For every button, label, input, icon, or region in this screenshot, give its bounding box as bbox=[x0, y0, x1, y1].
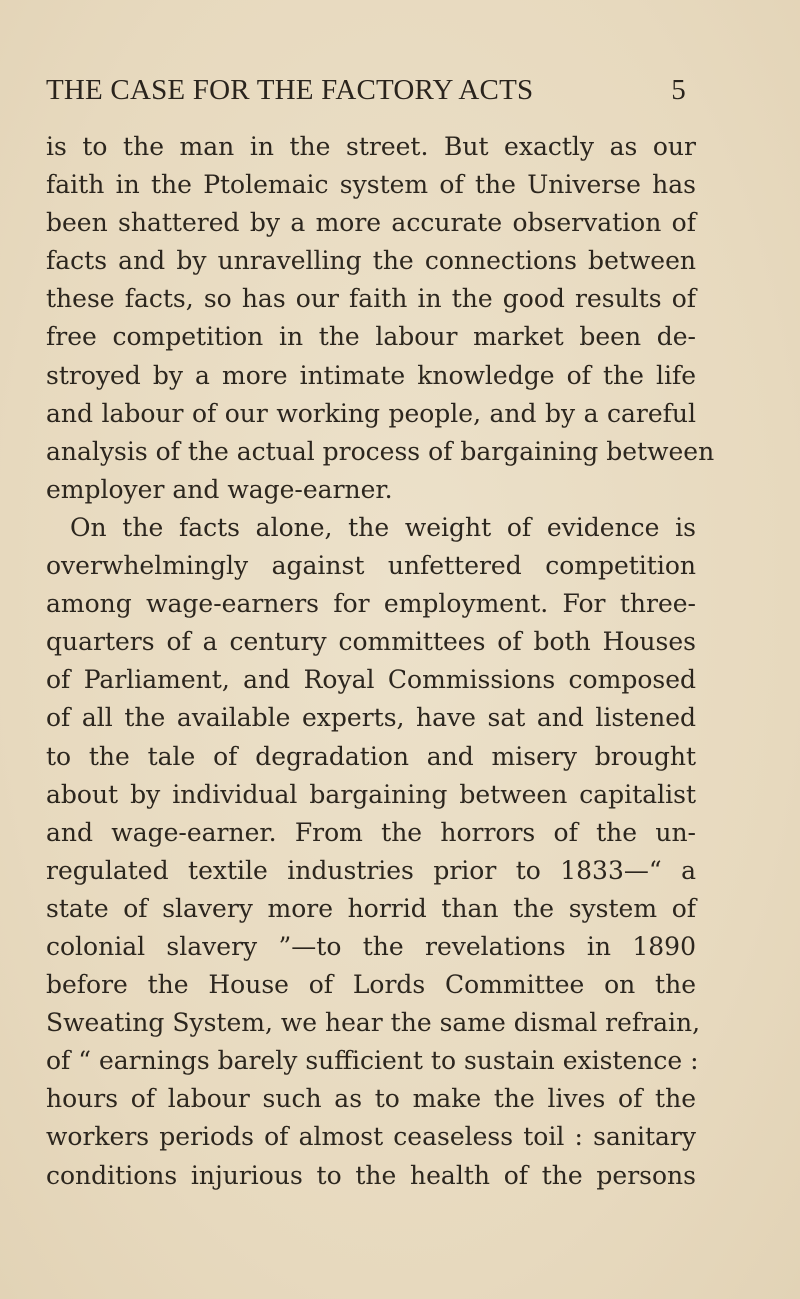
paragraph-start-line: On the facts alone, the weight of evidence is bbox=[70, 512, 696, 542]
text-line: and wage-earner. From the horrors of the un- bbox=[46, 817, 696, 847]
paragraph-end-line: employer and wage-earner. bbox=[46, 474, 393, 504]
text-line: regulated textile industries prior to 1833—“ a bbox=[46, 855, 696, 885]
text-line: been shattered by a more accurate observation of bbox=[46, 208, 696, 238]
body-text bbox=[46, 128, 715, 1195]
text-line: overwhelmingly against unfettered competition bbox=[46, 551, 696, 581]
text-line: free competition in the labour market been de- bbox=[46, 322, 696, 352]
running-head bbox=[46, 74, 686, 114]
text-line: of all the available experts, have sat and listened bbox=[46, 703, 696, 733]
text-line: conditions injurious to the health of the persons bbox=[46, 1160, 696, 1190]
text-line: facts and by unravelling the connections between bbox=[46, 246, 696, 276]
text-line: about by individual bargaining between capitalist bbox=[46, 779, 696, 809]
text-line: to the tale of degradation and misery brought bbox=[46, 741, 696, 771]
text-line: of “ earnings barely sufficient to sustain existence : bbox=[46, 1046, 699, 1076]
text-line: these facts, so has our faith in the good results of bbox=[46, 284, 696, 314]
text-line: Sweating System, we hear the same dismal refrain, bbox=[46, 1008, 701, 1038]
text-line: faith in the Ptolemaic system of the Universe has bbox=[46, 170, 696, 200]
running-head-title: THE CASE FOR THE FACTORY ACTS bbox=[46, 74, 534, 106]
text-line: of Parliament, and Royal Commissions composed bbox=[46, 665, 696, 695]
text-line: hours of labour such as to make the lives of the bbox=[46, 1084, 696, 1114]
text-line: is to the man in the street. But exactly as our bbox=[46, 132, 696, 161]
text-line: and labour of our working people, and by a careful bbox=[46, 398, 696, 428]
text-line: analysis of the actual process of bargaining between bbox=[46, 436, 715, 466]
text-line: quarters of a century committees of both Houses bbox=[46, 627, 696, 657]
text-line: state of slavery more horrid than the system of bbox=[46, 893, 696, 923]
text-line: among wage-earners for employment. For three- bbox=[46, 589, 696, 619]
text-line: colonial slavery ”—to the revelations in 1890 bbox=[46, 931, 696, 961]
text-line: before the House of Lords Committee on the bbox=[46, 970, 696, 1000]
text-line: stroyed by a more intimate knowledge of the life bbox=[46, 360, 696, 390]
text-line: workers periods of almost ceaseless toil : sanitary bbox=[46, 1122, 696, 1152]
page-number: 5 bbox=[671, 74, 686, 106]
